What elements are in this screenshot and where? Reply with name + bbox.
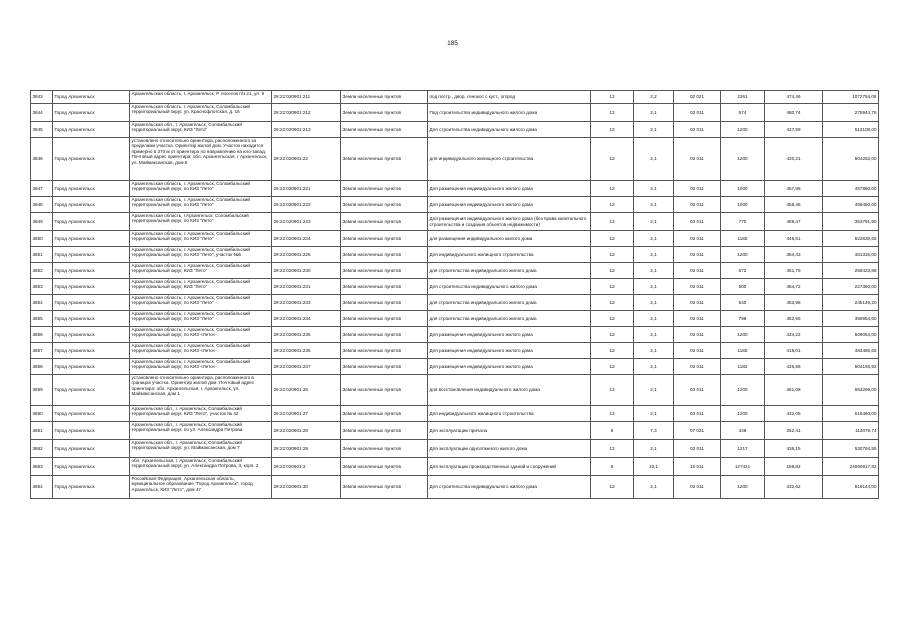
area-cell: 2261 xyxy=(721,91,765,104)
table-row xyxy=(31,181,879,197)
cadastral-value-cell: 553296,00 xyxy=(823,375,879,406)
specific-value-cell: 474,46 xyxy=(765,91,823,104)
permitted-use-cell: Для строительства индивидуального жилого дома xyxy=(428,476,591,499)
address-cell: Российская Федерация, Архангельская область, муниципальное образование "Город Архангельск", город Архангельск, КИЗ "Лето", дом 47 xyxy=(130,476,272,499)
address-cell: установлено относительно ориентира, расположенного за пределами участка. Ориентир жилой дом. Участок находится примерно в 370 м от ориентира по направлению на юго-запад. Почтовый адрес ориентира: обл. Архангельская, г Архангельск, ул. Маймаксанская, дом 5 xyxy=(130,138,272,181)
row-number-cell: 3862 xyxy=(31,440,53,458)
cadastral-value-cell: 518460,00 xyxy=(823,406,879,422)
permitted-use-cell: Для размещения индивидуального жилого дома xyxy=(428,343,591,359)
row-number-cell: 3843 xyxy=(31,91,53,104)
permitted-use-cell: для строительства индивидуального жилого дома xyxy=(428,295,591,311)
address-cell: Архангельская область, г. Архангельск, Соломбальский территориальный округ, по КИЗ "Лето" xyxy=(130,181,272,197)
land-category-cell: Земли населенных пунктов xyxy=(341,359,428,375)
permitted-use-cell: для размещения индивидуального жилого дома xyxy=(428,231,591,247)
permitted-use-cell: Для размещения индивидуального жилого дома xyxy=(428,197,591,213)
use-code-cell: 02 011 xyxy=(674,406,721,422)
table-row xyxy=(31,138,879,181)
specific-value-cell: 459,47 xyxy=(765,213,823,231)
cadastral-number-cell: 29:22:020901:212 xyxy=(272,104,341,122)
address-cell: обл. Архангельская, г. Архангельск, Соломбальский территориальный округ, ул. Александра Петрова, 3, корп. 2 xyxy=(130,458,272,476)
group-code-cell: 13 xyxy=(591,104,634,122)
permitted-use-cell: Для размещения индивидуального жилого дома xyxy=(428,359,591,375)
city-cell: Город Архангельск xyxy=(53,279,130,295)
city-cell: Город Архангельск xyxy=(53,375,130,406)
cadastral-number-cell: 29:22:020901:213 xyxy=(272,122,341,138)
table-row xyxy=(31,91,879,104)
permitted-use-cell: под постр., двор, сенокос с куст., огород xyxy=(428,91,591,104)
table-row xyxy=(31,104,879,122)
cadastral-value-cell: 504252,00 xyxy=(823,138,879,181)
land-category-cell: Земли населенных пунктов xyxy=(341,295,428,311)
cadastral-value-cell: 275944,76 xyxy=(823,104,879,122)
use-code-cell: 02 011 xyxy=(674,122,721,138)
address-cell: Архангельская область, г. Архангельск, Соломбальский территориальный округ, по КИЗ "Лето" xyxy=(130,295,272,311)
subgroup-code-cell: 2,1 xyxy=(634,279,674,295)
land-category-cell: Земли населенных пунктов xyxy=(341,104,428,122)
row-number-cell: 3856 xyxy=(31,327,53,343)
cadastral-value-table xyxy=(30,90,879,499)
specific-value-cell: 451,79 xyxy=(765,263,823,279)
specific-value-cell: 436,15 xyxy=(765,440,823,458)
table-row xyxy=(31,247,879,263)
subgroup-code-cell: 2,1 xyxy=(634,476,674,499)
city-cell: Город Архангельск xyxy=(53,181,130,197)
specific-value-cell: 426,56 xyxy=(765,359,823,375)
cadastral-value-cell: 258423,88 xyxy=(823,263,879,279)
use-code-cell: 02 011 xyxy=(674,197,721,213)
address-cell: Архангельская область, г. Архангельск, Р. поселок п/з 21, ул. 9 xyxy=(130,91,272,104)
cadastral-number-cell: 29:22:020901:26 xyxy=(272,375,341,406)
land-category-cell: Земли населенных пунктов xyxy=(341,213,428,231)
group-code-cell: 13 xyxy=(591,440,634,458)
permitted-use-cell: Для размещения индивидуального жилого дома xyxy=(428,327,591,343)
city-cell: Город Архангельск xyxy=(53,327,130,343)
cadastral-number-cell: 29:22:020901:231 xyxy=(272,279,341,295)
use-code-cell: 02 011 xyxy=(674,311,721,327)
cadastral-value-cell: 504193,92 xyxy=(823,359,879,375)
area-cell: 448 xyxy=(721,422,765,440)
use-code-cell: 02 011 xyxy=(674,295,721,311)
cadastral-number-cell: 29:22:020901:22 xyxy=(272,138,341,181)
city-cell: Город Архангельск xyxy=(53,458,130,476)
group-code-cell: 13 xyxy=(591,181,634,197)
specific-value-cell: 252,41 xyxy=(765,422,823,440)
area-cell: 1200 xyxy=(721,476,765,499)
address-cell: Архангельская область, г. Архангельск, Соломбальский территориальный округ, по КИЗ "Лето" xyxy=(130,311,272,327)
area-cell: 1200 xyxy=(721,247,765,263)
use-code-cell: 02 011 xyxy=(674,359,721,375)
area-cell: 1200 xyxy=(721,122,765,138)
land-category-cell: Земли населенных пунктов xyxy=(341,263,428,279)
table-row xyxy=(31,295,879,311)
cadastral-value-cell: 353791,90 xyxy=(823,213,879,231)
address-cell: Архангельская область, г. Архангельск, Соломбальский территориальный округ, ул. Краснофлотская, д. 16 xyxy=(130,104,272,122)
cadastral-number-cell: 29:22:020901:211 xyxy=(272,91,341,104)
use-code-cell: 02 021 xyxy=(674,91,721,104)
area-cell: 1200 xyxy=(721,406,765,422)
city-cell: Город Архангельск xyxy=(53,247,130,263)
city-cell: Город Архангельск xyxy=(53,476,130,499)
use-code-cell: 02 011 xyxy=(674,231,721,247)
subgroup-code-cell: 2,1 xyxy=(634,104,674,122)
area-cell: 1182 xyxy=(721,359,765,375)
subgroup-code-cell: 2,1 xyxy=(634,311,674,327)
use-code-cell: 02 011 xyxy=(674,476,721,499)
specific-value-cell: 420,21 xyxy=(765,138,823,181)
row-number-cell: 3858 xyxy=(31,359,53,375)
city-cell: Город Архангельск xyxy=(53,138,130,181)
table-row xyxy=(31,422,879,440)
area-cell: 1000 xyxy=(721,197,765,213)
land-category-cell: Земли населенных пунктов xyxy=(341,91,428,104)
cadastral-number-cell: 29:22:020901:237 xyxy=(272,359,341,375)
area-cell: 1200 xyxy=(721,138,765,181)
subgroup-code-cell: 2,1 xyxy=(634,327,674,343)
use-code-cell: 02 011 xyxy=(674,181,721,197)
group-code-cell: 13 xyxy=(591,122,634,138)
table-row xyxy=(31,263,879,279)
permitted-use-cell: Для размещения индивидуального жилого дома (без права капитального строительства и создания объектов недвижимости) xyxy=(428,213,591,231)
table-row xyxy=(31,327,879,343)
subgroup-code-cell: 7,3 xyxy=(634,422,674,440)
land-category-cell: Земли населенных пунктов xyxy=(341,327,428,343)
city-cell: Город Архангельск xyxy=(53,231,130,247)
page-number: 185 xyxy=(447,40,458,47)
table-row xyxy=(31,343,879,359)
use-code-cell: 02 011 xyxy=(674,104,721,122)
row-number-cell: 3859 xyxy=(31,375,53,406)
group-code-cell: 13 xyxy=(591,138,634,181)
group-code-cell: 13 xyxy=(591,375,634,406)
cadastral-value-cell: 227360,00 xyxy=(823,279,879,295)
specific-value-cell: 453,98 xyxy=(765,295,823,311)
use-code-cell: 02 011 xyxy=(674,375,721,406)
subgroup-code-cell: 2,1 xyxy=(634,231,674,247)
city-cell: Город Архангельск xyxy=(53,440,130,458)
cadastral-value-cell: 522630,65 xyxy=(823,231,879,247)
land-category-cell: Земли населенных пунктов xyxy=(341,343,428,359)
area-cell: 798 xyxy=(721,311,765,327)
specific-value-cell: 480,74 xyxy=(765,104,823,122)
city-cell: Город Архангельск xyxy=(53,91,130,104)
table-row xyxy=(31,197,879,213)
cadastral-number-cell: 29:22:020901:30 xyxy=(272,476,341,499)
group-code-cell: 13 xyxy=(591,327,634,343)
permitted-use-cell: Для эксплуатации причала xyxy=(428,422,591,440)
use-code-cell: 02 011 xyxy=(674,440,721,458)
cadastral-value-cell: 509064,00 xyxy=(823,327,879,343)
subgroup-code-cell: 2,1 xyxy=(634,197,674,213)
land-category-cell: Земли населенных пунктов xyxy=(341,138,428,181)
land-category-cell: Земли населенных пунктов xyxy=(341,197,428,213)
table-row xyxy=(31,122,879,138)
cadastral-number-cell: 29:22:020901:3 xyxy=(272,458,341,476)
group-code-cell: 13 xyxy=(591,311,634,327)
permitted-use-cell: Для эксплуатации производственных зданий и сооружений xyxy=(428,458,591,476)
row-number-cell: 3847 xyxy=(31,181,53,197)
specific-value-cell: 457,88 xyxy=(765,181,823,197)
subgroup-code-cell: 2,1 xyxy=(634,406,674,422)
cadastral-value-cell: 359954,60 xyxy=(823,311,879,327)
row-number-cell: 3857 xyxy=(31,343,53,359)
area-cell: 500 xyxy=(721,279,765,295)
table-row xyxy=(31,375,879,406)
permitted-use-cell: Для размещения индивидуального жилого дома xyxy=(428,181,591,197)
subgroup-code-cell: 2,1 xyxy=(634,213,674,231)
subgroup-code-cell: 2,1 xyxy=(634,138,674,181)
specific-value-cell: 454,72 xyxy=(765,279,823,295)
specific-value-cell: 458,45 xyxy=(765,197,823,213)
area-cell: 1165 xyxy=(721,343,765,359)
group-code-cell: 6 xyxy=(591,458,634,476)
group-code-cell: 13 xyxy=(591,359,634,375)
area-cell: 572 xyxy=(721,263,765,279)
table-row xyxy=(31,440,879,458)
address-cell: Архангельская область, г.Архангельск, Соломбальский территориальный округ, по КИЗ "Лето" xyxy=(130,213,272,231)
address-cell: Архангельская область, г. Архангельск, Соломбальский территориальный округ, по КИЗ «Лето» xyxy=(130,359,272,375)
row-number-cell: 3846 xyxy=(31,138,53,181)
address-cell: Архангельская область, г. Архангельск, Соломбальский территориальный округ, КИЗ "Лето" xyxy=(130,279,272,295)
row-number-cell: 3854 xyxy=(31,295,53,311)
cadastral-number-cell: 29:22:020901:223 xyxy=(272,213,341,231)
row-number-cell: 3848 xyxy=(31,197,53,213)
subgroup-code-cell: 2,1 xyxy=(634,263,674,279)
group-code-cell: 13 xyxy=(591,263,634,279)
table-row xyxy=(31,476,879,499)
area-cell: 1000 xyxy=(721,181,765,197)
use-code-cell: 02 011 xyxy=(674,343,721,359)
table-row xyxy=(31,213,879,231)
land-category-cell: Земли населенных пунктов xyxy=(341,440,428,458)
permitted-use-cell: Для строительства индивидуального жилого дома xyxy=(428,279,591,295)
subgroup-code-cell: 2,2 xyxy=(634,91,674,104)
use-code-cell: 02 011 xyxy=(674,138,721,181)
city-cell: Город Архангельск xyxy=(53,311,130,327)
group-code-cell: 13 xyxy=(591,213,634,231)
use-code-cell: 07 031 xyxy=(674,422,721,440)
row-number-cell: 3863 xyxy=(31,458,53,476)
row-number-cell: 3855 xyxy=(31,311,53,327)
permitted-use-cell: для строительства индивидуального жилого дома xyxy=(428,311,591,327)
cadastral-number-cell: 29:22:020901:29 xyxy=(272,440,341,458)
row-number-cell: 3844 xyxy=(31,104,53,122)
table-row xyxy=(31,279,879,295)
cadastral-value-cell: 24060917,82 xyxy=(823,458,879,476)
row-number-cell: 3851 xyxy=(31,247,53,263)
cadastral-number-cell: 29:22:020901:224 xyxy=(272,231,341,247)
group-code-cell: 13 xyxy=(591,197,634,213)
area-cell: 1217 xyxy=(721,440,765,458)
cadastral-number-cell: 29:22:020901:222 xyxy=(272,197,341,213)
land-category-cell: Земли населенных пунктов xyxy=(341,311,428,327)
subgroup-code-cell: 2,1 xyxy=(634,375,674,406)
use-code-cell: 10 011 xyxy=(674,458,721,476)
city-cell: Город Архангельск xyxy=(53,343,130,359)
subgroup-code-cell: 2,1 xyxy=(634,122,674,138)
permitted-use-cell: Для индивидуального жилищного строительства xyxy=(428,247,591,263)
specific-value-cell: 461,08 xyxy=(765,375,823,406)
cadastral-value-cell: 245149,20 xyxy=(823,295,879,311)
cadastral-number-cell: 29:22:020901:230 xyxy=(272,263,341,279)
specific-value-cell: 384,43 xyxy=(765,247,823,263)
subgroup-code-cell: 10,1 xyxy=(634,458,674,476)
group-code-cell: 13 xyxy=(591,231,634,247)
use-code-cell: 02 011 xyxy=(674,263,721,279)
cadastral-value-cell: 1072754,06 xyxy=(823,91,879,104)
cadastral-value-cell: 461316,00 xyxy=(823,247,879,263)
address-cell: Архангельская область, г. Архангельск, Соломбальский территориальный округ, по КИЗ «Лето» xyxy=(130,327,272,343)
land-category-cell: Земли населенных пунктов xyxy=(341,375,428,406)
group-code-cell: 13 xyxy=(591,343,634,359)
city-cell: Город Архангельск xyxy=(53,422,130,440)
land-category-cell: Земли населенных пунктов xyxy=(341,422,428,440)
land-category-cell: Земли населенных пунктов xyxy=(341,476,428,499)
land-category-cell: Земли населенных пунктов xyxy=(341,406,428,422)
address-cell: Архангельская обл., г. Архангельск, Соломбальский территориальный округ, по ул. Александра Петрова xyxy=(130,422,272,440)
address-cell: Архангельская область, г. Архангельск, Соломбальский территориальный округ, по КИЗ "Лето", участок №5 xyxy=(130,247,272,263)
address-cell: установлено относительно ориентира, расположенного в границах участка. Ориентир жилой дом. Почтовый адрес ориентира: обл. Архангельская, г. Архангельск, ул. Маймаксанская, дом 1 xyxy=(130,375,272,406)
cadastral-value-cell: 458450,00 xyxy=(823,197,879,213)
city-cell: Город Архангельск xyxy=(53,213,130,231)
table-row xyxy=(31,458,879,476)
group-code-cell: 13 xyxy=(591,247,634,263)
row-number-cell: 3852 xyxy=(31,263,53,279)
city-cell: Город Архангельск xyxy=(53,359,130,375)
group-code-cell: 13 xyxy=(591,279,634,295)
cadastral-number-cell: 29:22:020901:234 xyxy=(272,311,341,327)
row-number-cell: 3845 xyxy=(31,122,53,138)
city-cell: Город Архангельск xyxy=(53,406,130,422)
permitted-use-cell: для восстановления индивидуального жилого дома xyxy=(428,375,591,406)
subgroup-code-cell: 2,1 xyxy=(634,440,674,458)
row-number-cell: 3861 xyxy=(31,422,53,440)
address-cell: Архангельская область, г. Архангельск, Соломбальский территориальный округ, по КИЗ «Лето» xyxy=(130,343,272,359)
group-code-cell: 13 xyxy=(591,91,634,104)
row-number-cell: 3853 xyxy=(31,279,53,295)
cadastral-number-cell: 29:22:020901:28 xyxy=(272,422,341,440)
row-number-cell: 3860 xyxy=(31,406,53,422)
row-number-cell: 3850 xyxy=(31,231,53,247)
city-cell: Город Архангельск xyxy=(53,197,130,213)
subgroup-code-cell: 2,1 xyxy=(634,247,674,263)
cadastral-value-cell: 513108,00 xyxy=(823,122,879,138)
cadastral-value-cell: 457880,00 xyxy=(823,181,879,197)
area-cell: 770 xyxy=(721,213,765,231)
subgroup-code-cell: 2,1 xyxy=(634,295,674,311)
permitted-use-cell: для индивидуального жилищного строительства xyxy=(428,138,591,181)
city-cell: Город Архангельск xyxy=(53,104,130,122)
city-cell: Город Архангельск xyxy=(53,295,130,311)
permitted-use-cell: Под строительство индивидуального жилого дома xyxy=(428,104,591,122)
specific-value-cell: 452,95 xyxy=(765,311,823,327)
table-row xyxy=(31,406,879,422)
subgroup-code-cell: 2,1 xyxy=(634,343,674,359)
specific-value-cell: 448,61 xyxy=(765,231,823,247)
use-code-cell: 02 011 xyxy=(674,279,721,295)
table-row xyxy=(31,231,879,247)
area-cell: 540 xyxy=(721,295,765,311)
cadastral-value-cell: 519144,00 xyxy=(823,476,879,499)
specific-value-cell: 424,22 xyxy=(765,327,823,343)
cadastral-number-cell: 29:22:020901:27 xyxy=(272,406,341,422)
city-cell: Город Архангельск xyxy=(53,263,130,279)
specific-value-cell: 432,62 xyxy=(765,476,823,499)
land-category-cell: Земли населенных пунктов xyxy=(341,458,428,476)
row-number-cell: 3849 xyxy=(31,213,53,231)
address-cell: Архангельская обл., г. Архангельск, Соломбальский территориальный округ, КИЗ "Лето", участок № 42 xyxy=(130,406,272,422)
specific-value-cell: 427,59 xyxy=(765,122,823,138)
use-code-cell: 02 011 xyxy=(674,213,721,231)
use-code-cell: 02 011 xyxy=(674,247,721,263)
group-code-cell: 13 xyxy=(591,476,634,499)
cadastral-number-cell: 29:22:020901:226 xyxy=(272,247,341,263)
subgroup-code-cell: 2,1 xyxy=(634,359,674,375)
address-cell: Архангельская область, г. Архангельск, Соломбальский территориальный округ, по КИЗ "Лето" xyxy=(130,231,272,247)
subgroup-code-cell: 2,1 xyxy=(634,181,674,197)
city-cell: Город Архангельск xyxy=(53,122,130,138)
area-cell: 574 xyxy=(721,104,765,122)
address-cell: Архангельская область, г. Архангельск, Соломбальский территориальный округ, КИЗ "Лето" xyxy=(130,263,272,279)
table-row xyxy=(31,359,879,375)
table-body xyxy=(31,91,879,499)
area-cell: 1165 xyxy=(721,231,765,247)
permitted-use-cell: Для строительства индивидуального жилого дома xyxy=(428,122,591,138)
address-cell: Архангельская обл., г. Архангельск, Соломбальский территориальный округ, ул. Маймаксанская, дом 7 xyxy=(130,440,272,458)
land-category-cell: Земли населенных пунктов xyxy=(341,122,428,138)
land-category-cell: Земли населенных пунктов xyxy=(341,181,428,197)
cadastral-value-cell: 483486,65 xyxy=(823,343,879,359)
area-cell: 1200 xyxy=(721,327,765,343)
permitted-use-cell: Для индивидуального жилищного строительства xyxy=(428,406,591,422)
group-code-cell: 6 xyxy=(591,422,634,440)
table-row xyxy=(31,311,879,327)
specific-value-cell: 415,01 xyxy=(765,343,823,359)
cadastral-value-cell: 113079,74 xyxy=(823,422,879,440)
specific-value-cell: 188,82 xyxy=(765,458,823,476)
specific-value-cell: 432,05 xyxy=(765,406,823,422)
cadastral-number-cell: 29:22:020901:236 xyxy=(272,343,341,359)
cadastral-value-cell: 530794,55 xyxy=(823,440,879,458)
permitted-use-cell: Для эксплуатации одноэтажного жилого дома xyxy=(428,440,591,458)
group-code-cell: 13 xyxy=(591,406,634,422)
area-cell: 1200 xyxy=(721,375,765,406)
permitted-use-cell: для строительства индивидуального жилого дома xyxy=(428,263,591,279)
cadastral-number-cell: 29:22:020901:235 xyxy=(272,327,341,343)
cadastral-number-cell: 29:22:020901:221 xyxy=(272,181,341,197)
land-category-cell: Земли населенных пунктов xyxy=(341,231,428,247)
row-number-cell: 3864 xyxy=(31,476,53,499)
cadastral-number-cell: 29:22:020901:233 xyxy=(272,295,341,311)
land-category-cell: Земли населенных пунктов xyxy=(341,247,428,263)
address-cell: Архангельская обл., г. Архангельск, Соломбальский территориальный округ, КИЗ "Лето" xyxy=(130,122,272,138)
group-code-cell: 13 xyxy=(591,295,634,311)
use-code-cell: 02 011 xyxy=(674,327,721,343)
address-cell: Архангельская область, г. Архангельск, Соломбальский территориальный округ, по КИЗ "Лето" xyxy=(130,197,272,213)
area-cell: 127421 xyxy=(721,458,765,476)
land-category-cell: Земли населенных пунктов xyxy=(341,279,428,295)
